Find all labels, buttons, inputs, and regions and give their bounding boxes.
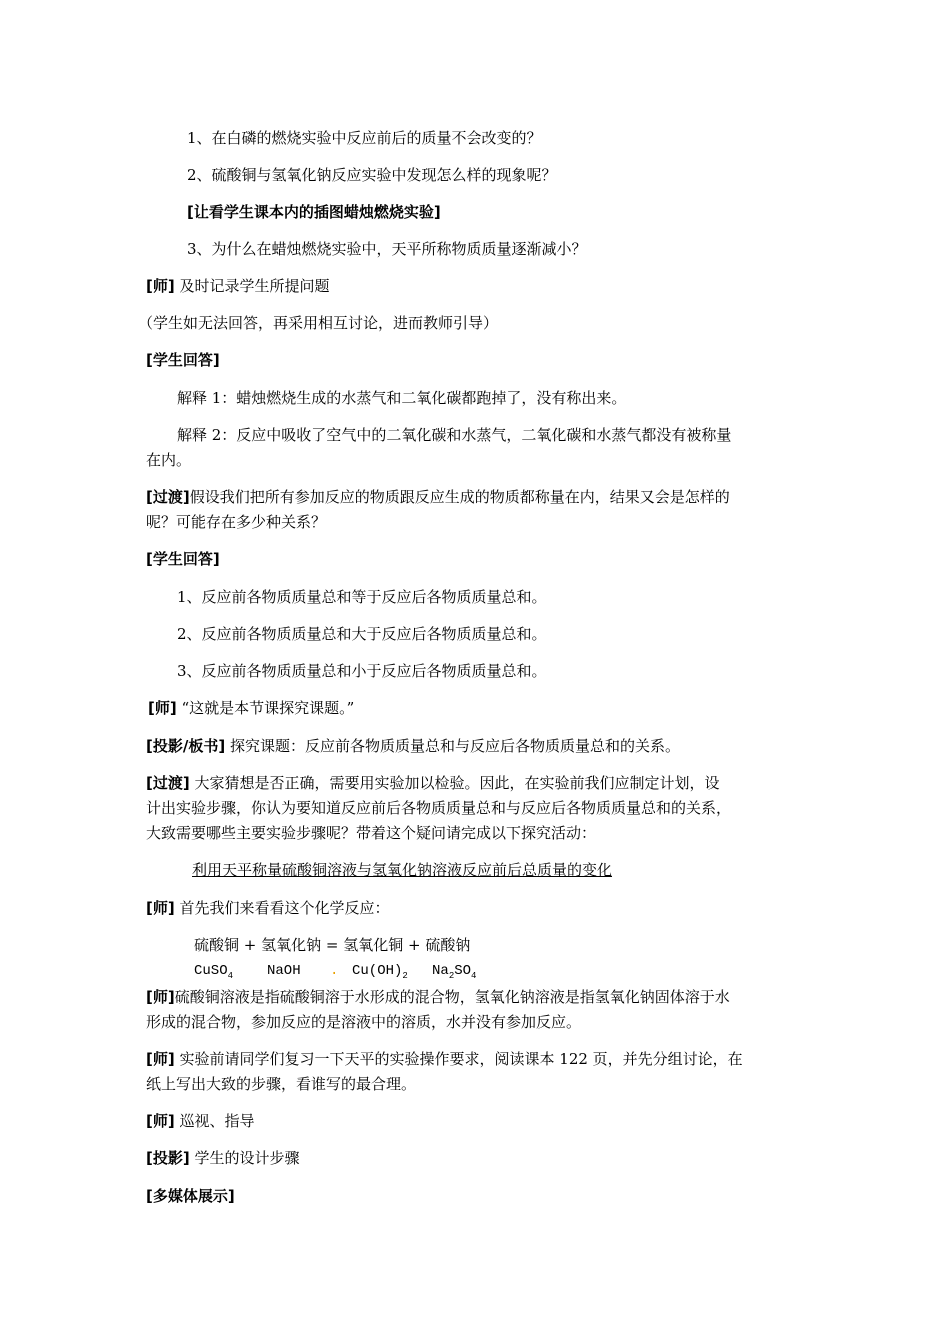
teacher-tag: [师]: [146, 1112, 175, 1130]
transition-text: 大家猜想是否正确，需要用实验加以检验。因此，在实验前我们应制定计划，设: [194, 774, 720, 792]
formula-na2so4: $Na_2SO_4$: [432, 963, 477, 981]
question-3: 3、为什么在蜡烛燃烧实验中，天平所称物质质量逐渐减小？: [187, 240, 587, 258]
student-answer-tag-1: [学生回答]: [146, 351, 220, 369]
teacher-tag: [师]: [146, 1050, 175, 1068]
teacher-line-4-cont: 形成的混合物，参加反应的是溶液中的溶质，水并没有参加反应。: [146, 1013, 582, 1031]
relation-3: 3、反应前各物质质量总和小于反应后各物质质量总和。: [177, 662, 547, 680]
explanation-1: 解释 1：蜡烛燃烧生成的水蒸气和二氧化碳都跑掉了，没有称出来。: [177, 389, 627, 407]
teacher-line-6: [146, 1111, 255, 1131]
relation-1: 1、反应前各物质质量总和等于反应后各物质质量总和。: [177, 588, 547, 606]
teacher-text: 实验前请同学们复习一下天平的实验操作要求，阅读课本 122 页，并先分组讨论，在: [179, 1050, 743, 1068]
projection-text: 探究课题：反应前各物质质量总和与反应后各物质质量总和的关系。: [229, 737, 680, 755]
teacher-line-1: [146, 276, 330, 296]
transition-line-1: [146, 487, 730, 507]
projection-tag: [投影/板书]: [146, 737, 226, 755]
teacher-line-4: [146, 987, 730, 1007]
question-2: 2、硫酸铜与氢氧化钠反应实验中发现怎么样的现象呢？: [187, 166, 557, 184]
teacher-text: 硫酸铜溶液是指硫酸铜溶于水形成的混合物，氢氧化钠溶液是指氢氧化钠固体溶于水: [174, 988, 730, 1006]
transition-line-1-cont: 呢？可能存在多少种关系？: [146, 513, 327, 531]
word-equation: 硫酸铜 + 氢氧化钠 = 氢氧化铜 + 硫酸钠: [194, 936, 471, 954]
projection-line: [146, 736, 680, 756]
projection-tag: [投影]: [146, 1149, 190, 1167]
teacher-text: 首先我们来看看这个化学反应：: [179, 899, 390, 917]
transition-line-2-cont-2: 大致需要哪些主要实验步骤呢？带着这个疑问请完成以下探究活动：: [146, 824, 597, 842]
transition-tag: [过渡]: [146, 774, 190, 792]
note-line: （学生如无法回答，再采用相互讨论，进而教师引导）: [138, 314, 499, 332]
formula-naoh: NaOH: [267, 963, 301, 979]
teacher-text: 及时记录学生所提问题: [179, 277, 330, 295]
teacher-tag: [师]: [146, 277, 175, 295]
teacher-line-2: [148, 698, 354, 718]
transition-tag: [过渡]: [146, 488, 190, 506]
multimedia-tag: [多媒体展示]: [146, 1187, 235, 1205]
activity-title: 利用天平称量硫酸铜溶液与氢氧化钠溶液反应前后总质量的变化: [192, 861, 613, 879]
explanation-2: 解释 2：反应中吸收了空气中的二氧化碳和水蒸气，二氧化碳和水蒸气都没有被称量: [177, 426, 732, 444]
teacher-text: “这就是本节课探究课题。”: [181, 699, 355, 717]
projection-line-2: [146, 1148, 300, 1168]
projection-text: 学生的设计步骤: [194, 1149, 300, 1167]
student-answer-tag-2: [学生回答]: [146, 550, 220, 568]
teacher-tag: [师]: [148, 699, 177, 717]
transition-text: 假设我们把所有参加反应的物质跟反应生成的物质都称量在内，结果又会是怎样的: [189, 488, 730, 506]
teacher-text: 巡视、指导: [179, 1112, 255, 1130]
formula-cuso4: CuSO$_4$: [194, 963, 234, 981]
relation-2: 2、反应前各物质质量总和大于反应后各物质质量总和。: [177, 625, 547, 643]
decorative-dot: .: [330, 963, 339, 979]
teacher-tag: [师]: [146, 899, 175, 917]
transition-line-2: [146, 773, 720, 793]
teacher-line-5-cont: 纸上写出大致的步骤，看谁写的最合理。: [146, 1075, 417, 1093]
formula-cu-oh-2: $Cu(OH)_2$: [352, 963, 408, 981]
teacher-line-5: [146, 1049, 743, 1069]
candle-experiment-heading: [让看学生课本内的插图蜡烛燃烧实验]: [187, 203, 441, 221]
transition-line-2-cont-1: 计出实验步骤，你认为要知道反应前后各物质质量总和与反应后各物质质量总和的关系，: [146, 799, 732, 817]
question-1: 1、在白磷的燃烧实验中反应前后的质量不会改变的？: [187, 129, 542, 147]
teacher-tag: [师]: [146, 988, 175, 1006]
teacher-line-3: [146, 898, 390, 918]
explanation-2-cont: 在内。: [146, 451, 192, 469]
